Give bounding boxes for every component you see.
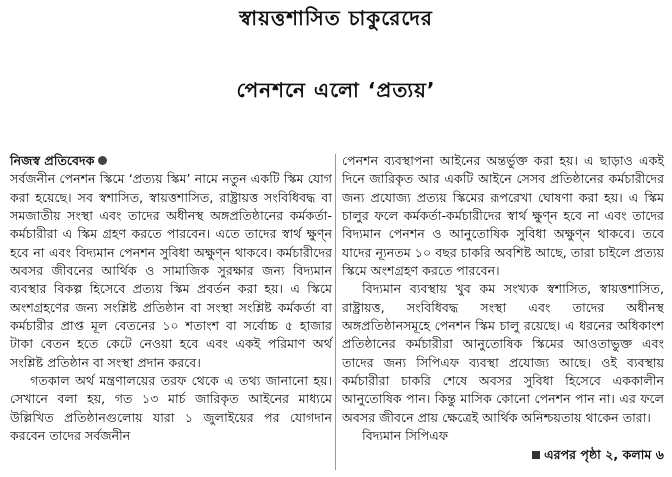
right-paragraph-1: পেনশন ব্যবস্থাপনা আইনের অন্তর্ভুক্ত করা হয়। এ ছাড়াও একই দিনে জারিকৃত আর একটি আইনে সেসব প্রতিষ্ঠানের কর্মচারীদের জন্য প্রযোজ্য প্রত্যয় স্কিমের রূপরেখা ঘোষণা করা হয়। এ স্কিম চালুর ফলে কর্মকর্তা-কর্মচারীদের স্বার্থ ক্ষুণ্ন হবে না এবং তাদের বিদ্যমান পেনশন ও আনুতোষিক সুবিধা অক্ষুণ্ন থাকবে। তবে যাদের ন্যূনতম ১০ বছর চাকরি অবশিষ্ট আছে, তারা চাইলে প্রত্যয় স্কিমে অংশগ্রহণ করতে পারবেন।	[342, 153, 664, 279]
right-paragraph-2: বিদ্যমান ব্যবস্থায় খুব কম সংখ্যক স্বশাসিত, স্বায়ত্তশাসিত, রাষ্ট্রায়ত্ত, সংবিধিবদ্ধ সংস্থা এবং তাদের অধীনস্থ অঙ্গপ্রতিষ্ঠানসমূহে পেনশন স্কিম চালু রয়েছে। এ ধরনের অধিকাংশ প্রতিষ্ঠানের কর্মচারীরা আনুতোষিক স্কিমের আওতাভুক্ত এবং তাদের জন্য সিপিএফ ব্যবস্থা প্রযোজ্য আছে। ওই ব্যবস্থায় কর্মচারীরা চাকরি শেষে অবসর সুবিধা হিসেবে এককালীন আনুতোষিক পান। কিন্তু মাসিক কোনো পেনশন পান না। এর ফলে অবসর জীবনে প্রায় ক্ষেত্রেই আর্থিক অনিশ্চয়তায় থাকেন তারা।	[342, 281, 664, 425]
bullet-icon	[98, 156, 107, 165]
left-column	[10, 152, 332, 446]
right-paragraph-3: বিদ্যমান সিপিএফ	[362, 428, 449, 444]
left-paragraph-2: গতকাল অর্থ মন্ত্রণালয়ের তরফ থেকে এ তথ্য জানানো হয়। সেখানে বলা হয়, গত ১৩ মার্চ জারিকৃত আইনের মাধ্যমে উল্লিখিত প্রতিষ্ঠানগুলোয় যারা ১ জুলাইয়ের পর যোগদান করবেন তাদের সর্বজনীন	[10, 373, 332, 444]
headline-line-1: স্বায়ত্তশাসিত চাকুরেদের	[239, 6, 433, 30]
byline-text: নিজস্ব প্রতিবেদক	[10, 153, 95, 168]
byline	[10, 152, 332, 170]
right-column	[342, 152, 664, 464]
continuation-text: এরপর পৃষ্ঠা ২, কলাম ৬	[544, 446, 664, 462]
left-paragraph-1: সর্বজনীন পেনশন স্কিমে ‘প্রত্যয় স্কিম’ নামে নতুন একটি স্কিম যোগ করা হয়েছে। সব স্বশাসিত, স্বায়ত্তশাসিত, রাষ্ট্রায়ত্ত সংবিধিবদ্ধ বা সমজাতীয় সংস্থা এবং তাদের অধীনস্থ অঙ্গপ্রতিষ্ঠানের কর্মকর্তা-কর্মচারীরা এ স্কিম গ্রহণ করতে পারবেন। এতে তাদের স্বার্থ ক্ষুণ্ন হবে না এবং বিদ্যমান পেনশন সুবিধা অক্ষুণ্ন থাকবে। কর্মচারীদের অবসর জীবনের আর্থিক ও সামাজিক সুরক্ষার জন্য বিদ্যমান ব্যবস্থার বিকল্প হিসেবে প্রত্যয় স্কিম প্রবর্তন করা হয়। এ স্কিমে অংশগ্রহণের জন্য সংশ্লিষ্ট প্রতিষ্ঠান বা সংস্থা সংশ্লিষ্ট কর্মকর্তা বা কর্মচারীর প্রাপ্ত মূল বেতনের ১০ শতাংশ বা সর্বোচ্চ ৫ হাজার টাকা বেতন হতে কেটে নেওয়া হবে এবং একই পরিমাণ অর্থ সংশ্লিষ্ট প্রতিষ্ঠান বা সংস্থা প্রদান করবে।	[10, 171, 332, 370]
continuation-note	[342, 446, 664, 464]
column-divider	[335, 154, 336, 470]
headline-line-2: পেনশনে এলো ‘প্রত্যয়’	[236, 78, 436, 102]
square-icon	[532, 451, 540, 459]
